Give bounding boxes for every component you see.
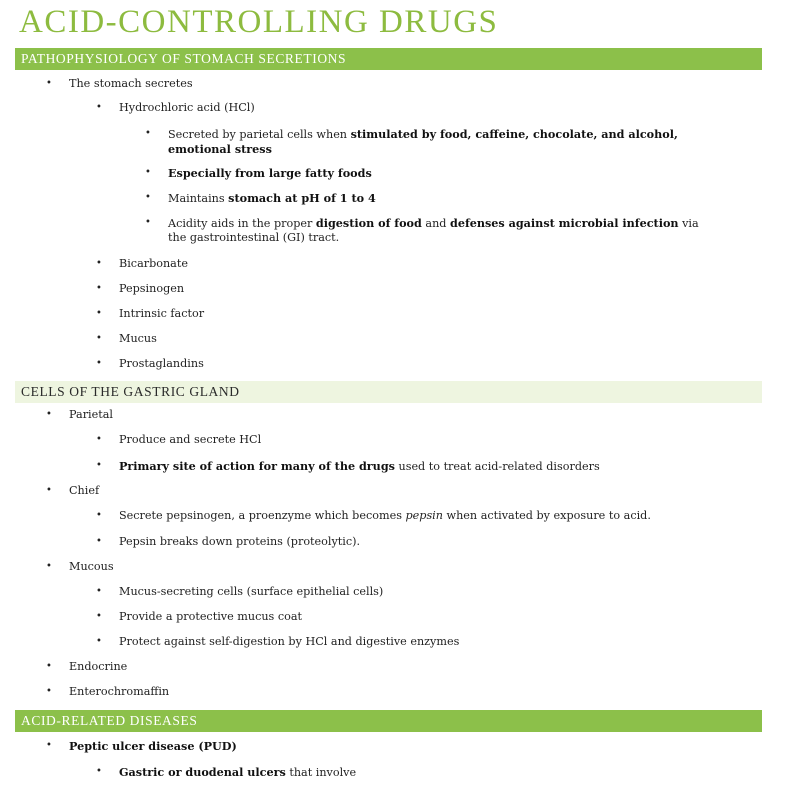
list-item: • Intrinsic factor — [96, 307, 205, 320]
bullet: • — [96, 766, 102, 777]
section-header-pathophysiology: PATHOPHYSIOLOGY OF STOMACH SECRETIONS — [15, 48, 762, 70]
list-item: • Especially from large fatty foods — [145, 166, 372, 180]
list-item: • Pepsinogen — [96, 282, 185, 295]
list-item: • Secreted by parietal cells when stimulated by food, caffeine, chocolate, and alcohol, emotional stress — [145, 127, 678, 156]
list-item: • Prostaglandins — [96, 357, 204, 370]
bullet: • — [46, 661, 52, 672]
list-item: • Hydrochloric acid (HCl) — [96, 101, 255, 114]
bullet: • — [96, 536, 102, 547]
section-header-cells: CELLS OF THE GASTRIC GLAND — [15, 381, 762, 403]
page-title: ACID-CONTROLLING DRUGS — [19, 4, 499, 40]
list-item: • Enterochromaffin — [46, 685, 170, 698]
list-item: • Secrete pepsinogen, a proenzyme which becomes pepsin when activated by exposure to acid. — [96, 509, 651, 522]
list-item: • Pepsin breaks down proteins (proteolytic). — [96, 535, 361, 548]
list-item: • Chief — [46, 484, 100, 497]
list-item: • Produce and secrete HCl — [96, 433, 262, 446]
bullet: • — [96, 358, 102, 369]
list-item: • Peptic ulcer disease (PUD) — [46, 739, 237, 753]
list-item: • Primary site of action for many of the drugs used to treat acid-related disorders — [96, 459, 600, 473]
list-item: • Acidity aids in the proper digestion of food and defenses against microbial infection via the gastrointestinal (GI) tract. — [145, 216, 699, 244]
list-item: • The stomach secretes — [46, 77, 193, 90]
list-item: • Endocrine — [46, 660, 128, 673]
section-header-diseases: ACID-RELATED DISEASES — [15, 710, 762, 732]
list-item: • Mucous — [46, 560, 114, 573]
bullet: • — [96, 333, 102, 344]
list-item: • Maintains stomach at pH of 1 to 4 — [145, 191, 376, 205]
bullet: • — [145, 192, 151, 203]
bullet: • — [96, 636, 102, 647]
bullet: • — [96, 258, 102, 269]
bullet: • — [145, 217, 151, 228]
list-item: • Mucus — [96, 332, 157, 345]
bullet: • — [46, 686, 52, 697]
bullet: • — [96, 510, 102, 521]
bullet: • — [145, 167, 151, 178]
list-item: • Gastric or duodenal ulcers that involve — [96, 765, 357, 779]
bullet: • — [46, 561, 52, 572]
bullet: • — [96, 460, 102, 471]
bullet: • — [96, 102, 102, 113]
bullet: • — [96, 586, 102, 597]
list-item: • Provide a protective mucus coat — [96, 610, 303, 623]
bullet: • — [145, 128, 151, 139]
bullet: • — [46, 740, 52, 751]
bullet: • — [46, 78, 52, 89]
bullet: • — [96, 434, 102, 445]
bullet: • — [96, 611, 102, 622]
bullet: • — [96, 308, 102, 319]
list-item: • Protect against self-digestion by HCl and digestive enzymes — [96, 635, 460, 648]
list-item: • Mucus-secreting cells (surface epithelial cells) — [96, 585, 384, 598]
bullet: • — [96, 283, 102, 294]
bullet: • — [46, 485, 52, 496]
list-item: • Bicarbonate — [96, 257, 188, 270]
list-item: • Parietal — [46, 408, 113, 421]
bullet: • — [46, 409, 52, 420]
